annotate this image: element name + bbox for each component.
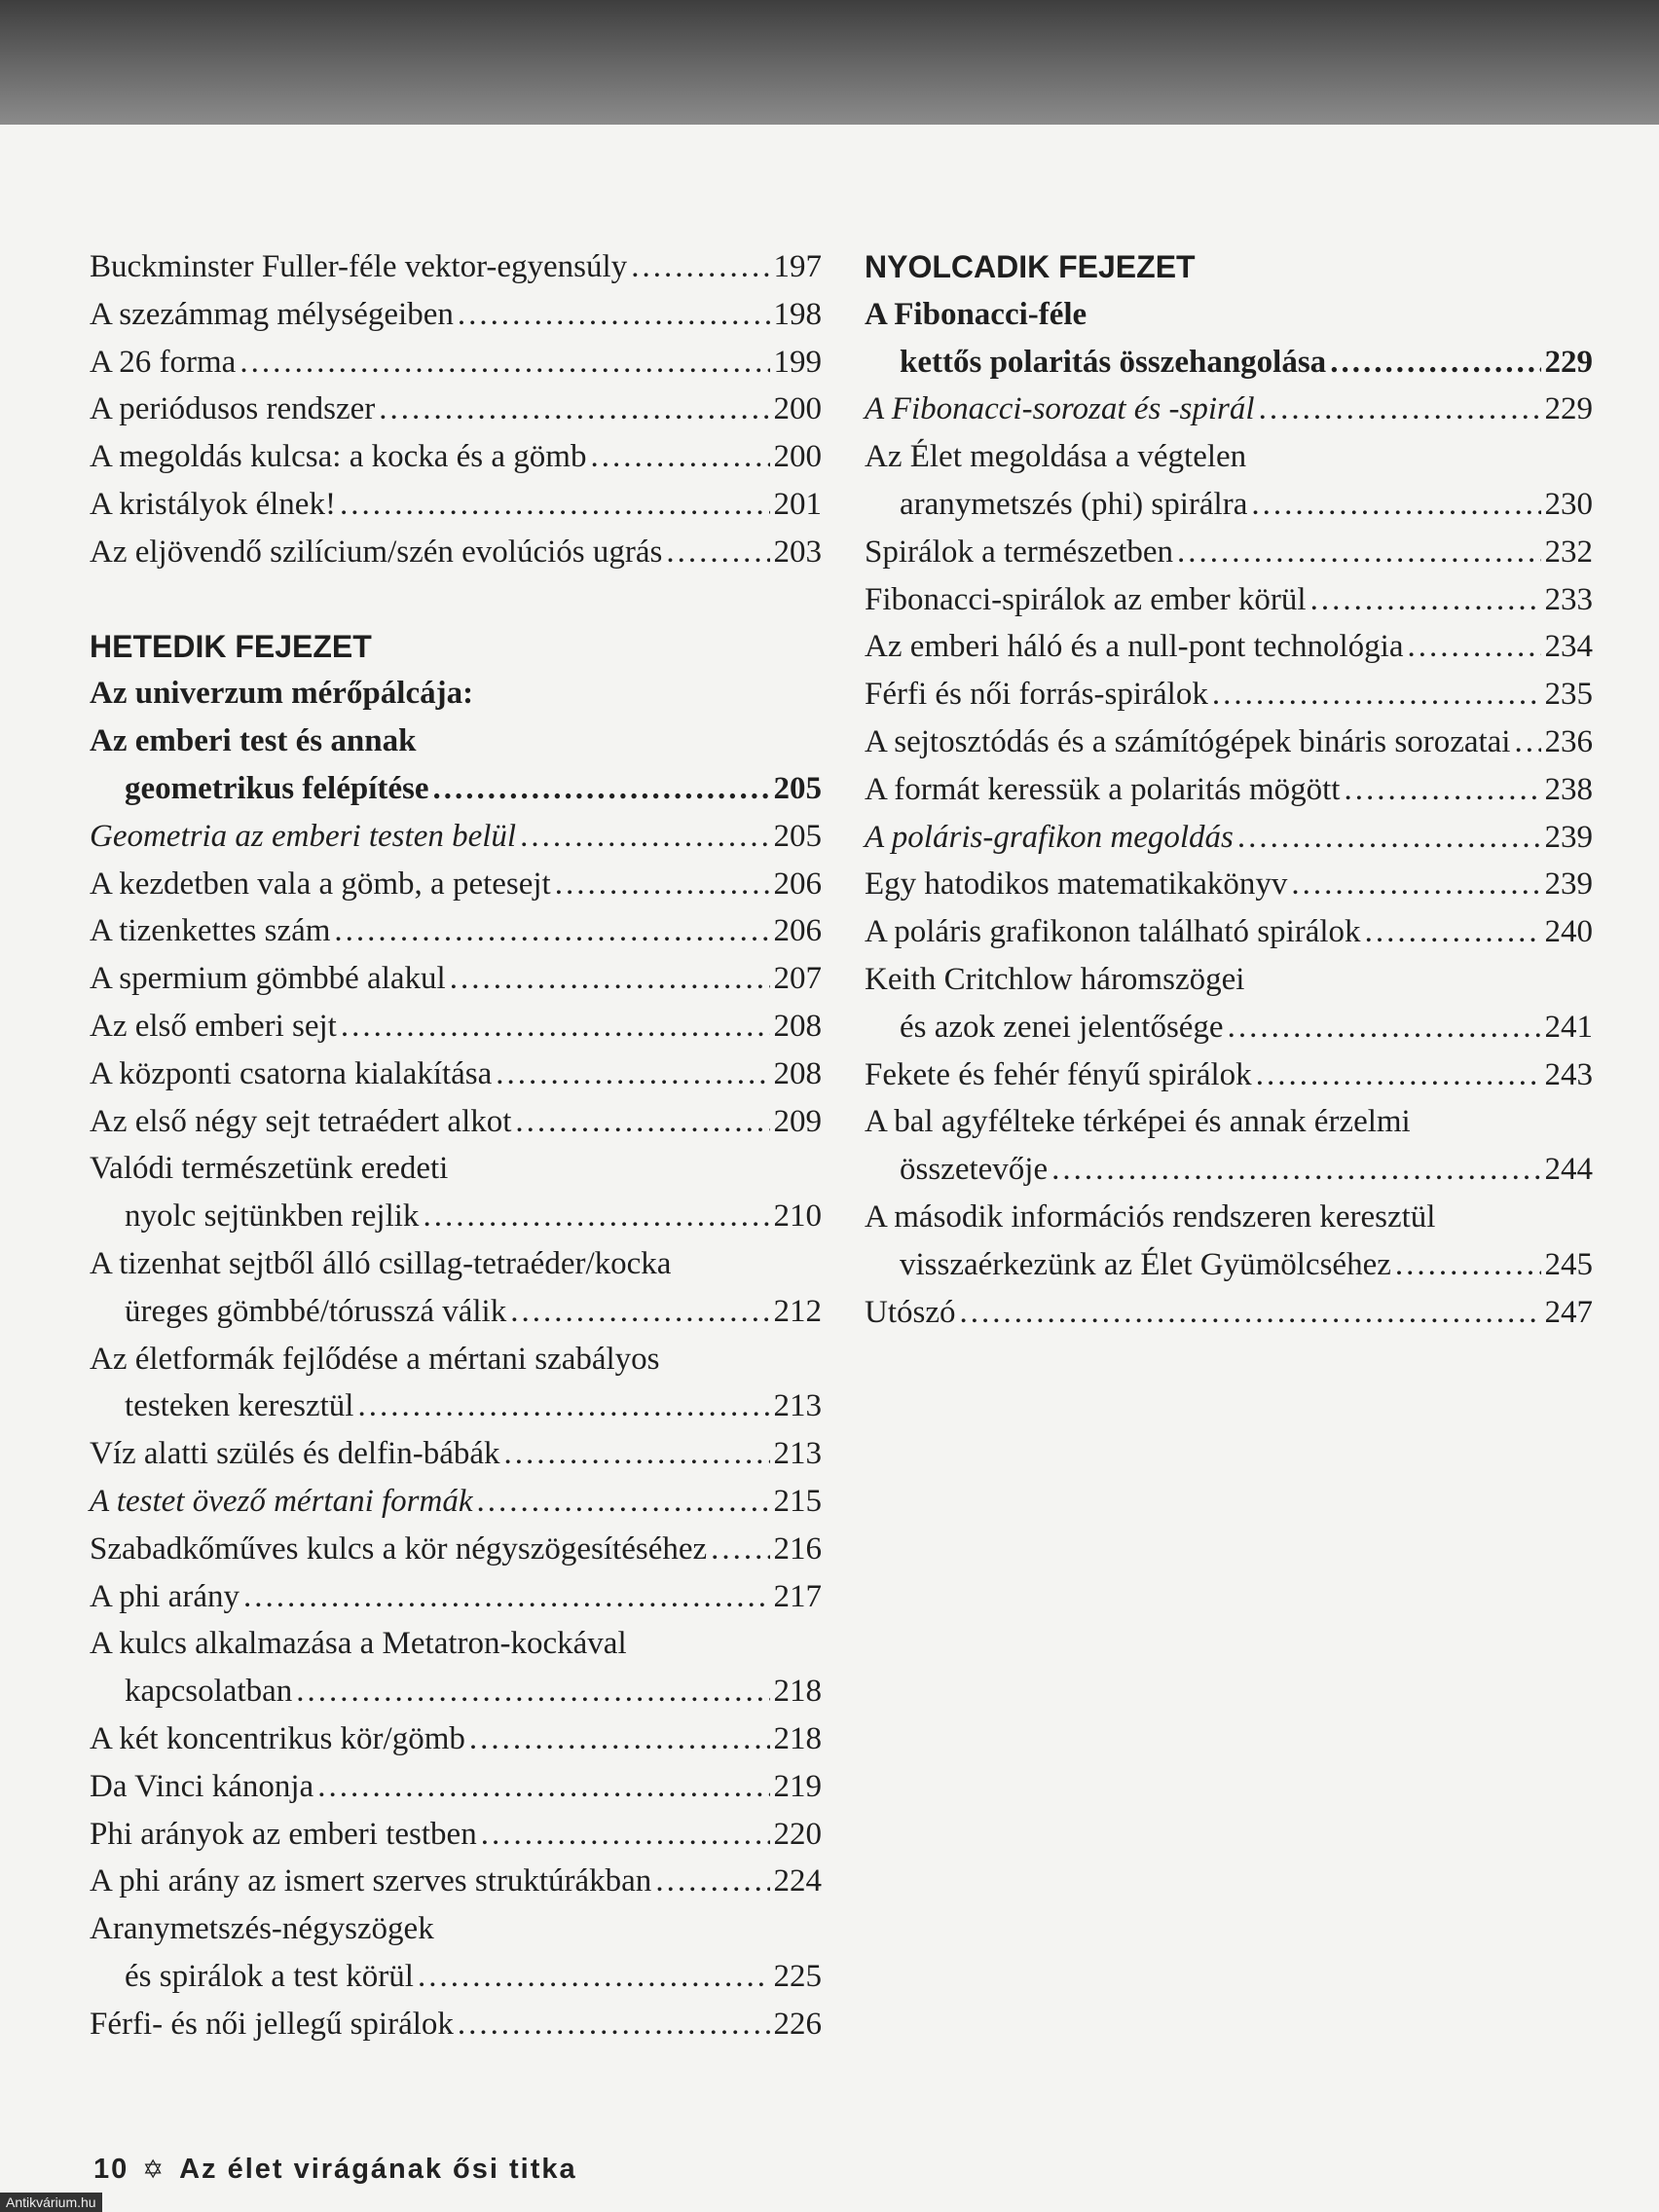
- toc-entry-page: 200: [773, 391, 822, 427]
- toc-entry: [865, 291, 1593, 339]
- toc-entry-title: A kulcs alkalmazása a Metatron-kockával: [90, 1626, 627, 1662]
- toc-entry: [865, 766, 1593, 814]
- toc-entry-page: 224: [773, 1863, 822, 1899]
- toc-entry: [90, 433, 822, 481]
- toc-left-column: [90, 243, 822, 2047]
- dot-leader: [1365, 908, 1541, 956]
- toc-entry: [865, 623, 1593, 671]
- toc-entry-title: A tizenhat sejtből álló csillag-tetraéder/kocka: [90, 1245, 672, 1281]
- dot-leader: [469, 1715, 770, 1763]
- toc-entry-title: A kezdetben vala a gömb, a petesejt: [90, 866, 551, 902]
- toc-entry: [865, 908, 1593, 956]
- toc-entry-title: A spermium gömbbé alakul: [90, 961, 446, 997]
- toc-entry-title: A második információs rendszeren keresztül: [865, 1198, 1436, 1235]
- toc-entry-title: Férfi- és női jellegű spirálok: [90, 2006, 454, 2042]
- toc-entry: [90, 1336, 822, 1383]
- dot-leader: [357, 1382, 769, 1430]
- dot-leader: [450, 955, 770, 1003]
- toc-entry: [865, 529, 1593, 576]
- toc-entry: [90, 1953, 822, 2001]
- toc-entry: [90, 907, 822, 955]
- toc-entry-title: A periódusos rendszer: [90, 391, 376, 427]
- page-footer: [93, 2154, 577, 2186]
- toc-entry-page: 238: [1544, 771, 1593, 807]
- book-title: Az élet virágának ősi titka: [179, 2154, 577, 2185]
- toc-entry: [90, 718, 822, 765]
- toc-entry-page: 245: [1544, 1246, 1593, 1282]
- toc-entry-page: 243: [1544, 1056, 1593, 1092]
- dot-leader: [1228, 1004, 1541, 1051]
- dot-leader: [1291, 861, 1540, 908]
- toc-entry-title: HETEDIK FEJEZET: [90, 628, 372, 664]
- toc-entry-page: 208: [773, 1008, 822, 1044]
- toc-entry: [90, 386, 822, 433]
- toc-entry: [90, 765, 822, 813]
- toc-entry-title: és azok zenei jelentősége: [900, 1009, 1224, 1045]
- toc-entry-page: 213: [773, 1436, 822, 1472]
- toc-entry-page: 229: [1544, 391, 1593, 427]
- dot-leader: [1256, 1051, 1541, 1099]
- toc-entry: [865, 339, 1593, 387]
- toc-entry-title: Geometria az emberi testen belül: [90, 818, 517, 854]
- dot-leader: [1177, 529, 1540, 576]
- dot-leader: [1212, 671, 1541, 719]
- toc-entry: [90, 1288, 822, 1336]
- dot-leader: [510, 1288, 769, 1336]
- dot-leader: [1251, 481, 1540, 529]
- toc-entry-title: Az eljövendő szilícium/szén evolúciós ugrás: [90, 534, 663, 570]
- toc-entry: [865, 576, 1593, 624]
- dot-leader: [1051, 1146, 1540, 1194]
- toc-entry-title: A poláris-grafikon megoldás: [865, 819, 1234, 855]
- toc-entry-title: Utószó: [865, 1294, 956, 1330]
- toc-entry-page: 215: [773, 1483, 822, 1519]
- toc-entry-page: 220: [773, 1816, 822, 1852]
- toc-entry-title: üreges gömbbé/tórusszá válik: [125, 1293, 507, 1329]
- toc-entry: [90, 481, 822, 529]
- dot-leader: [1330, 339, 1540, 387]
- toc-entry-title: NYOLCADIK FEJEZET: [865, 249, 1196, 284]
- toc-entry-page: 201: [773, 486, 822, 522]
- toc-entry: [865, 1004, 1593, 1051]
- toc-entry-title: Víz alatti szülés és delfin-bábák: [90, 1436, 500, 1472]
- dot-leader: [458, 2001, 770, 2048]
- toc-entry-page: 244: [1544, 1152, 1593, 1188]
- toc-entry-title: Buckminster Fuller-féle vektor-egyensúly: [90, 249, 628, 284]
- dot-leader: [296, 1668, 769, 1715]
- toc-entry: [90, 1620, 822, 1668]
- toc-entry-title: és spirálok a test körül: [125, 1958, 414, 1994]
- toc-entry: [90, 670, 822, 718]
- toc-entry: [865, 1194, 1593, 1241]
- dot-leader: [711, 1526, 769, 1573]
- dot-leader: [1344, 766, 1540, 814]
- toc-entry: [90, 1478, 822, 1526]
- dot-leader: [458, 291, 770, 339]
- toc-entry-page: 239: [1544, 819, 1593, 855]
- toc-entry-page: 208: [773, 1055, 822, 1091]
- toc-entry: [90, 339, 822, 387]
- toc-entry: [865, 1289, 1593, 1337]
- dot-leader: [504, 1430, 770, 1478]
- dot-leader: [655, 1858, 769, 1905]
- dot-leader: [317, 1763, 769, 1811]
- page-number: 10: [93, 2154, 129, 2185]
- toc-entry-page: 217: [773, 1578, 822, 1614]
- toc-entry-title: Szabadkőműves kulcs a kör négyszögesítéséhez: [90, 1530, 708, 1567]
- toc-entry: [90, 1811, 822, 1859]
- toc-entry-title: aranymetszés (phi) spirálra: [900, 486, 1248, 522]
- toc-entry-title: Férfi és női forrás-spirálok: [865, 677, 1208, 713]
- toc-entry: [865, 433, 1593, 481]
- toc-entry-title: Egy hatodikos matematikakönyv: [865, 866, 1288, 903]
- toc-entry-title: A Fibonacci-sorozat és -spirál: [865, 391, 1255, 427]
- toc-entry-title: kettős polaritás összehangolása: [900, 344, 1327, 380]
- dot-leader: [481, 1811, 770, 1859]
- toc-entry: [865, 956, 1593, 1004]
- dot-leader: [1408, 623, 1541, 671]
- chapter-heading: [90, 623, 822, 671]
- toc-entry-title: Fibonacci-spirálok az ember körül: [865, 581, 1307, 617]
- toc-entry: [865, 814, 1593, 862]
- toc-entry-title: A phi arány az ismert szerves struktúrákban: [90, 1863, 652, 1899]
- toc-entry-page: 218: [773, 1720, 822, 1756]
- toc-entry-title: Da Vinci kánonja: [90, 1768, 314, 1804]
- dot-leader: [590, 433, 769, 481]
- toc-entry-page: 229: [1544, 344, 1593, 380]
- toc-entry: [90, 1193, 822, 1240]
- background-top-band: [0, 0, 1659, 127]
- toc-entry: [90, 1430, 822, 1478]
- toc-entry-page: 207: [773, 961, 822, 997]
- toc-entry-title: A tizenkettes szám: [90, 913, 331, 949]
- toc-entry-page: 203: [773, 534, 822, 570]
- star-of-david-icon: ✡: [142, 2155, 166, 2184]
- toc-entry-page: 240: [1544, 914, 1593, 950]
- toc-entry-page: 218: [773, 1674, 822, 1710]
- toc-entry-page: 199: [773, 344, 822, 380]
- dot-leader: [1237, 814, 1541, 862]
- toc-entry-title: Phi arányok az emberi testben: [90, 1816, 477, 1852]
- toc-entry-page: 209: [773, 1103, 822, 1139]
- toc-entry-page: 197: [773, 249, 822, 284]
- toc-entry-title: A két koncentrikus kör/gömb: [90, 1720, 465, 1756]
- dot-leader: [433, 765, 770, 813]
- toc-entry: [865, 481, 1593, 529]
- toc-entry: [90, 1763, 822, 1811]
- toc-entry: [90, 2001, 822, 2048]
- dot-leader: [631, 243, 769, 291]
- toc-entry-title: A szezámmag mélységeiben: [90, 296, 454, 332]
- toc-entry-page: 241: [1544, 1009, 1593, 1045]
- toc-entry-title: Az emberi háló és a null-pont technológia: [865, 629, 1404, 665]
- toc-entry-title: visszaérkezünk az Élet Gyümölcséhez: [900, 1246, 1391, 1282]
- toc-entry-page: 200: [773, 439, 822, 475]
- toc-entry-page: 232: [1544, 534, 1593, 570]
- dot-leader: [340, 481, 770, 529]
- toc-entry-title: Az univerzum mérőpálcája:: [90, 676, 474, 712]
- toc-entry-title: összetevője: [900, 1152, 1049, 1188]
- dot-leader: [520, 813, 769, 861]
- toc-entry-page: 219: [773, 1768, 822, 1804]
- toc-entry-title: A bal agyféltekе térképei és annak érzelmi: [865, 1104, 1411, 1140]
- toc-entry-title: A Fibonacci-féle: [865, 296, 1088, 332]
- dot-leader: [418, 1953, 770, 2001]
- toc-entry-title: A formát keressük a polaritás mögött: [865, 771, 1341, 807]
- toc-entry: [90, 1526, 822, 1573]
- toc-entry-title: testeken keresztül: [125, 1388, 354, 1424]
- chapter-heading: [865, 243, 1593, 291]
- toc-entry: [90, 1668, 822, 1715]
- toc-entry: [90, 1715, 822, 1763]
- dot-leader: [341, 1003, 770, 1051]
- toc-entry-title: kapcsolatban: [125, 1674, 293, 1710]
- dot-leader: [1395, 1241, 1541, 1289]
- toc-entry: [90, 291, 822, 339]
- toc-entry-title: A phi arány: [90, 1578, 240, 1614]
- toc-entry-page: 206: [773, 913, 822, 949]
- dot-leader: [1514, 719, 1540, 766]
- dot-leader: [1310, 576, 1541, 624]
- toc-entry: [865, 671, 1593, 719]
- toc-entry-title: Aranymetszés-négyszögek: [90, 1911, 434, 1947]
- toc-entry-title: Az életformák fejlődése a mértani szabályos: [90, 1341, 660, 1377]
- toc-entry-page: 213: [773, 1388, 822, 1424]
- dot-leader: [240, 339, 769, 387]
- toc-entry-page: 239: [1544, 866, 1593, 903]
- toc-entry: [865, 1241, 1593, 1289]
- toc-entry: [90, 1905, 822, 1953]
- toc-entry-page: 212: [773, 1293, 822, 1329]
- toc-entry-title: A megoldás kulcsa: a kocka és a gömb: [90, 439, 587, 475]
- toc-entry-page: 230: [1544, 486, 1593, 522]
- toc-entry-title: Valódi természetünk eredeti: [90, 1151, 449, 1187]
- dot-leader: [1259, 386, 1541, 433]
- toc-entry-page: 216: [773, 1530, 822, 1567]
- toc-entry-page: 205: [773, 770, 822, 806]
- dot-leader: [477, 1478, 770, 1526]
- dot-leader: [515, 1098, 769, 1146]
- toc-entry-page: 206: [773, 866, 822, 902]
- dot-leader: [960, 1289, 1541, 1337]
- toc-entry: [90, 1858, 822, 1905]
- toc-entry-title: A 26 forma: [90, 344, 237, 380]
- toc-entry-page: 247: [1544, 1294, 1593, 1330]
- toc-entry: [90, 1240, 822, 1288]
- toc-entry-page: 236: [1544, 723, 1593, 759]
- toc-entry-title: A kristályok élnek!: [90, 486, 336, 522]
- toc-entry-page: 234: [1544, 629, 1593, 665]
- toc-entry-page: 198: [773, 296, 822, 332]
- toc-entry-title: nyolc sejtünkben rejlik: [125, 1198, 420, 1235]
- toc-entry-title: A központi csatorna kialakítása: [90, 1055, 493, 1091]
- toc-entry-title: Spirálok a természetben: [865, 534, 1174, 570]
- toc-entry: [865, 386, 1593, 433]
- toc-entry: [90, 1145, 822, 1193]
- toc-right-column: [865, 243, 1593, 1336]
- toc-entry-page: 225: [773, 1958, 822, 1994]
- dot-leader: [496, 1051, 769, 1098]
- toc-entry: [90, 529, 822, 576]
- toc-entry-page: 235: [1544, 677, 1593, 713]
- toc-entry-title: Fekete és fehér fényű spirálok: [865, 1056, 1252, 1092]
- toc-entry: [90, 1573, 822, 1621]
- toc-entry: [90, 1051, 822, 1098]
- toc-entry: [865, 719, 1593, 766]
- toc-entry-title: A poláris grafikonon található spirálok: [865, 914, 1361, 950]
- toc-entry-title: Az Élet megoldása a végtelen: [865, 439, 1247, 475]
- toc-entry-page: 226: [773, 2006, 822, 2042]
- toc-entry: [90, 813, 822, 861]
- toc-entry: [90, 243, 822, 291]
- toc-entry: [90, 1003, 822, 1051]
- dot-leader: [379, 386, 769, 433]
- toc-entry: [90, 861, 822, 908]
- dot-leader: [555, 861, 770, 908]
- toc-entry-page: 210: [773, 1198, 822, 1235]
- toc-entry-page: 205: [773, 818, 822, 854]
- toc-entry-title: A sejtosztódás és a számítógépek bináris sorozatai: [865, 723, 1511, 759]
- toc-entry: [865, 1051, 1593, 1099]
- toc-entry: [90, 955, 822, 1003]
- watermark: Antikvárium.hu: [0, 2193, 102, 2212]
- toc-entry-page: 233: [1544, 581, 1593, 617]
- toc-entry-title: Az első négy sejt tetraédert alkot: [90, 1103, 512, 1139]
- toc-entry: [90, 1382, 822, 1430]
- toc-entry-title: Az emberi test és annak: [90, 723, 417, 759]
- toc-entry: [865, 861, 1593, 908]
- toc-entry: [90, 1098, 822, 1146]
- dot-leader: [666, 529, 769, 576]
- toc-entry-title: A testet övező mértani formák: [90, 1483, 473, 1519]
- toc-entry-title: Az első emberi sejt: [90, 1008, 337, 1044]
- toc-entry-title: Keith Critchlow háromszögei: [865, 961, 1245, 997]
- toc-entry: [865, 1146, 1593, 1194]
- toc-entry: [865, 1098, 1593, 1146]
- toc-entry-title: geometrikus felépítése: [125, 770, 429, 806]
- dot-leader: [334, 907, 769, 955]
- dot-leader: [423, 1193, 769, 1240]
- section-gap: [90, 576, 822, 623]
- dot-leader: [243, 1573, 770, 1621]
